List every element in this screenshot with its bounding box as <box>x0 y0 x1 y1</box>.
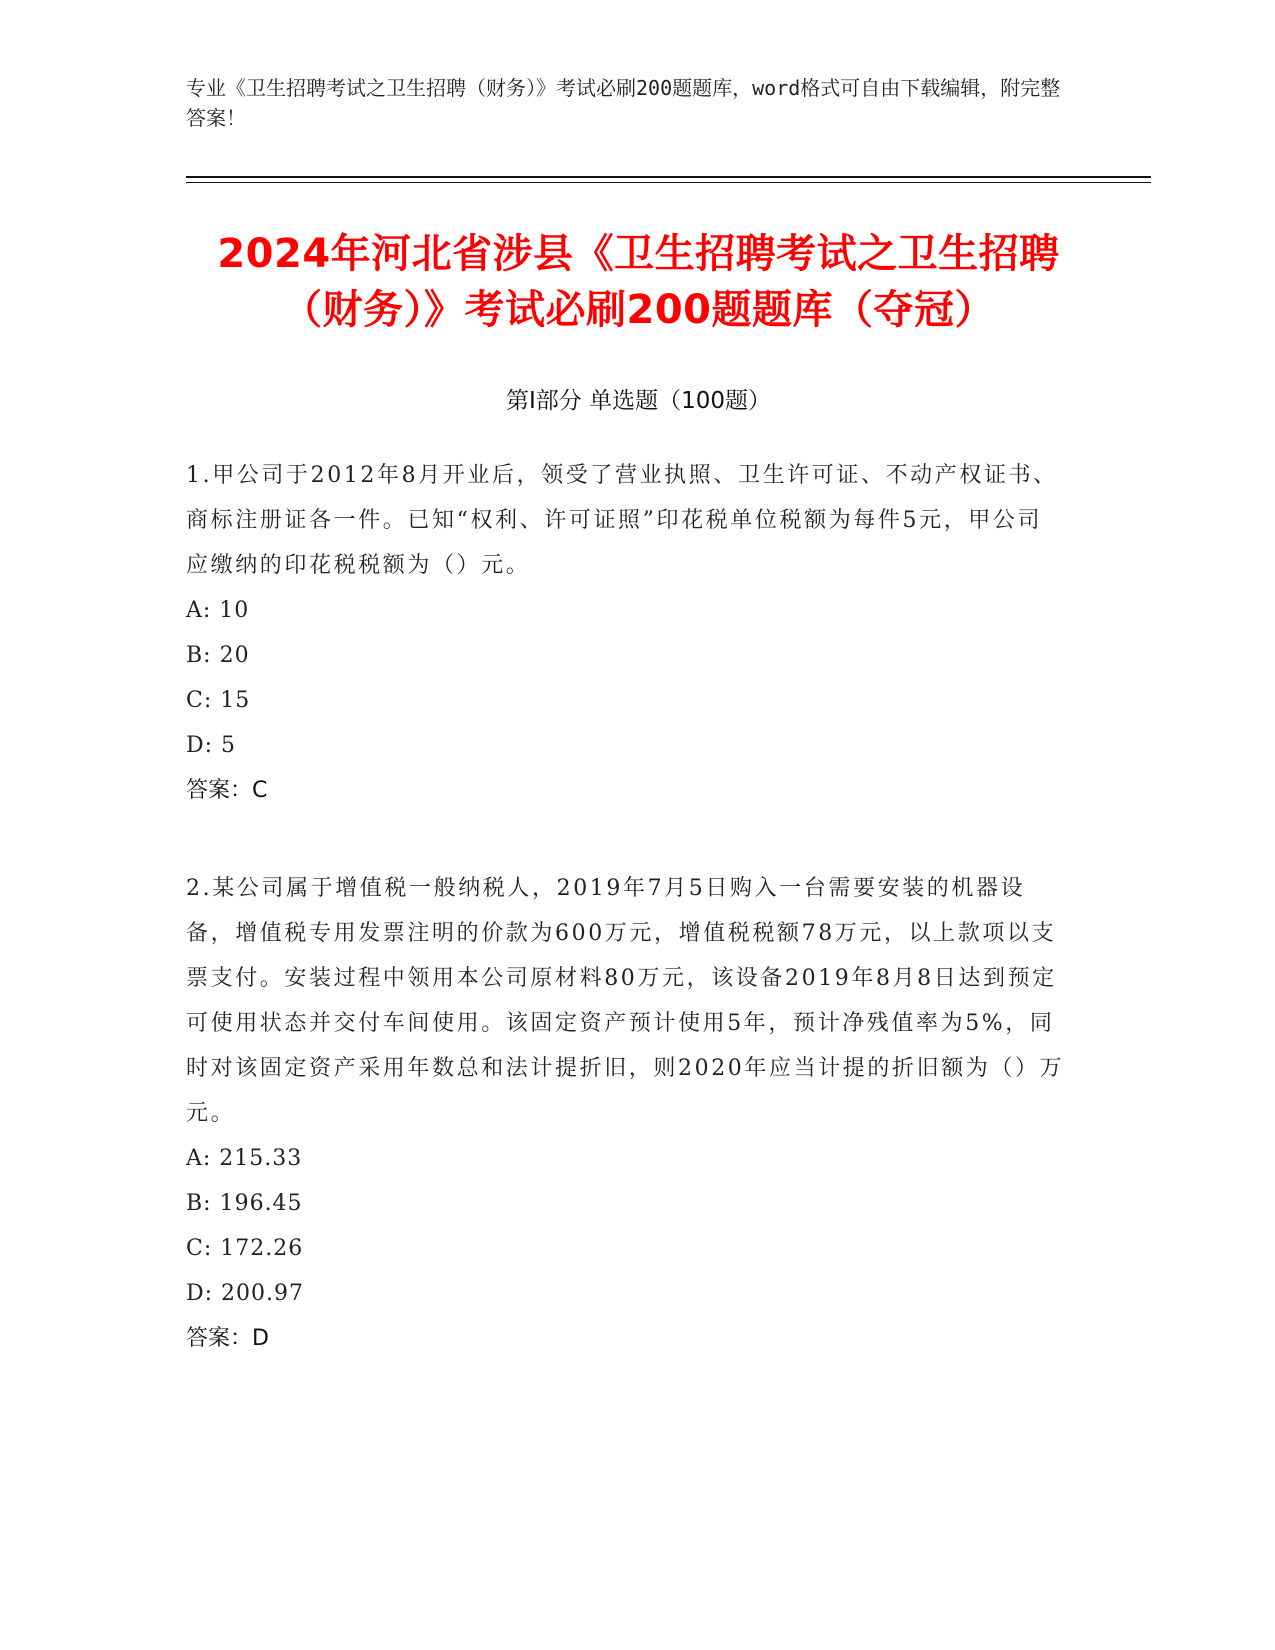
header-divider-thin <box>186 182 1151 183</box>
option-a: A: 10 <box>186 598 250 623</box>
header-note: 专业《卫生招聘考试之卫生招聘（财务）》考试必刷200题题库，word格式可自由下载编辑，附完整答案！ <box>186 76 1061 130</box>
section-title: 第Ⅰ部分 单选题（100题） <box>506 388 771 414</box>
option-d: D: 5 <box>186 733 237 758</box>
answer-label: 答案：C <box>186 778 268 803</box>
option-c: C: 172.26 <box>186 1236 304 1261</box>
question-text: 2.某公司属于增值税一般纳税人，2019年7月5日购入一台需要安装的机器设备，增值税专用发票注明的价款为600万元，增值税税额78万元，以上款项以支票支付。安装过程中领用本公司原材料80万元，该设备2019年8月8日达到预定可使用状态并交付车间使用。该固定资产预计使用5年，预计净残值率为5%，同时对该固定资产采用年数总和法计提折旧，则2020年应当计提的折旧额为（）万元。 <box>186 876 1065 1126</box>
option-b: B: 20 <box>186 643 250 668</box>
option-b: B: 196.45 <box>186 1191 303 1216</box>
document-title: 2024年河北省涉县《卫生招聘考试之卫生招聘（财务）》考试必刷200题题库（夺冠） <box>217 231 1060 333</box>
question-1 <box>186 453 1066 813</box>
option-d: D: 200.97 <box>186 1281 305 1306</box>
answer-label: 答案：D <box>186 1326 269 1351</box>
header-divider <box>186 176 1151 178</box>
option-c: C: 15 <box>186 688 251 713</box>
question-2 <box>186 866 1066 1361</box>
option-a: A: 215.33 <box>186 1146 303 1171</box>
question-text: 1.甲公司于2012年8月开业后，领受了营业执照、卫生许可证、不动产权证书、商标注册证各一件。已知“权利、许可证照”印花税单位税额为每件5元，甲公司应缴纳的印花税税额为（）元。 <box>186 463 1058 578</box>
